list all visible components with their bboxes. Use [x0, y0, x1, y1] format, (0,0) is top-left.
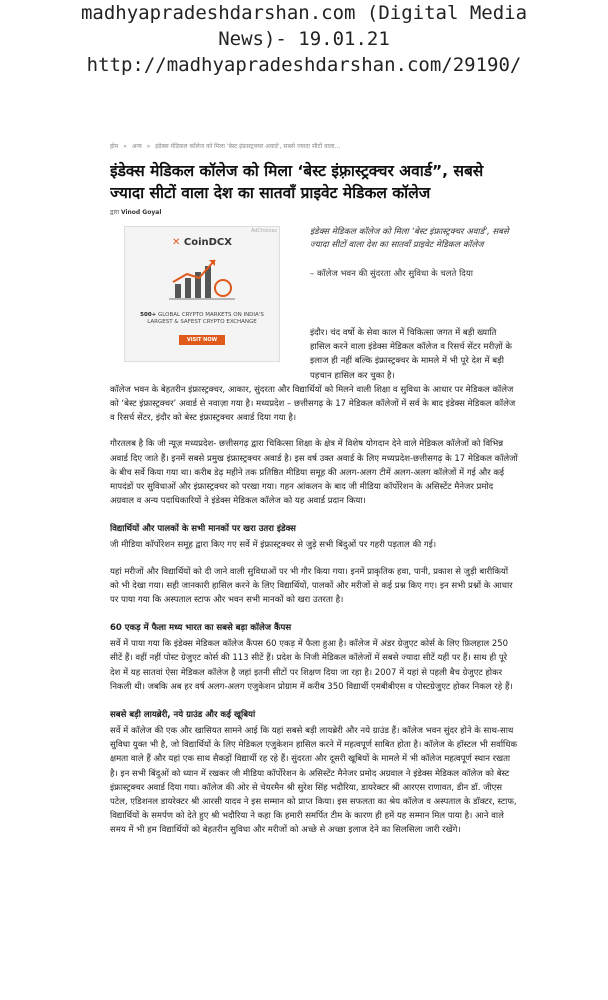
byline-prefix: द्वारा	[110, 209, 120, 216]
section-heading-library: सबसे बड़ी लायब्रेरी, नये ग्राउंड और कई खूबियां	[110, 710, 256, 721]
source-date-line: News)- 19.01.21	[218, 28, 390, 50]
paragraph-facilities: यहां मरीजों और विद्यार्थियों को दी जाने वाली सुविधाओं पर भी गौर किया गया। इनमें प्राकृतिक हवा, पानी, प्रकाश से जुड़ी बारीकियों को भी देखा गया। सही जानकारी हासिल करने के लिए विद्यार्थियों, पालकों और मरीजों से कई प्रश्न किए गए। इन सभी प्रश्नों के आधार पर पाया गया कि अस्पताल स्टाफ और भवन सभी मानकों को खरा उतरता है।	[110, 566, 513, 606]
section-heading-campus: 60 एकड़ में फैला मध्य भारत का सबसे बड़ा कॉलेज कैंपस	[110, 623, 292, 634]
article-clipping	[110, 142, 518, 1000]
ad-copy	[125, 312, 279, 326]
advertisement[interactable]	[124, 226, 280, 362]
source-header	[0, 0, 608, 78]
ad-brand-name: CoinDCX	[183, 237, 232, 248]
paragraph-background: गौरतलब है कि जी न्यूज़ मध्यप्रदेश- छत्तीसगढ़ द्वारा चिकित्सा शिक्षा के क्षेत्र में विशेष योगदान देने वाले मेडिकल कॉलेजों को विभिन्न अवार्ड दिए जाते हैं। इनमें सबसे प्रमुख इंफ्रास्ट्रक्चर अवार्ड है। इस वर्ष उक्त अवार्ड के लिए मध्यप्रदेश-छत्तीसगढ़ के 17 मेडिकल कॉलेजों के बीच सर्वे किया गया था। करीब डेढ़ महीने तक प्रतिष्ठित मीडिया समूह की अलग-अलग टीमें अलग-अलग कॉलेजों में गई और कई मापदंडों पर सुविधाओं और इंफ्रास्ट्रक्चर को परखा गया। गहन आंकलन के बाद जी मीडिया कॉर्पोरेशन के असिस्टेंट मैनेजर प्रमोद अग्रवाल व अन्य पदाधिकारियों ने इंडेक्स मेडिकल कॉलेज को यह अवार्ड प्रदान किया।	[110, 439, 518, 507]
section-heading-standards: विद्यार्थियों और पालकों के सभी मानकों पर खरा उतरा इंडेक्स	[110, 524, 296, 535]
paragraph-intro: इंदौर। चंद वर्षो के सेवा काल में चिकित्सा जगत में बड़ी ख्याति हासिल करने वाला इंडेक्स मेडिकल कॉलेज व रिसर्च सेंटर मरीज़ों के इलाज ही नहीं बल्कि इंफ्रास्ट्रक्चर के मामले में भी पूरे देश में बड़ी पहचान हासिल कर चुका है।	[310, 328, 512, 381]
lead-column	[310, 226, 515, 281]
breadcrumb-current: इंडेक्स मेडिकल कॉलेज को मिला 'बेस्ट इंफ्रास्ट्रक्चर अवार्ड', सबसे ज्यादा सीटों वाला...	[155, 143, 341, 150]
article-lead: इंडेक्स मेडिकल कॉलेज को मिला ‘बेस्ट इंफ्रास्ट्रक्चर अवार्ड’, सबसे ज्यादा सीटों वाला देश का सातवाँ प्राइवेट मेडिकल कॉलेज	[310, 227, 509, 250]
breadcrumb-item[interactable]: होम	[110, 143, 119, 150]
visit-now-button[interactable]: VISIT NOW	[179, 335, 225, 345]
paragraph-library: सर्वे में कॉलेज की एक और खासियत सामने आई कि यहां सबसे बड़ी लायब्रेरी और नये ग्राउंड हैं। कॉलेज भवन सुंदर होने के साथ-साथ सुविधा युक्त भी है, जो विद्यार्थियों के लिए मेडिकल एजुकेशन हासिल करने में महत्वपूर्ण साबित होता है। कॉलेज के हॉस्टल भी सर्वाधिक क्षमता वाले हैं और यहां एक साथ सैकड़ों विद्यार्थी रह रहे हैं। सुंदरता और दूसरी खूबियों के मामले में भी कॉलेज महत्वपूर्ण स्थान रखता है। इन सभी बिंदुओं को ध्यान में रखकर जी मीडिया कॉर्पोरेशन के असिस्टेंट मैनेजर प्रमोद अग्रवाल ने इंडेक्स मेडिकल कॉलेज को बेस्ट इंफ्रास्ट्रक्चर अवार्ड दिया गया। कॉलेज की ओर से चेयरमैन श्री सुरेश सिंह भदौरिया, डायरेक्टर श्री आरएस राणावत, डीन डॉ. जीएस पटेल, एडिशनल डायरेक्टर श्री आरसी यादव ने इस सम्मान को प्राप्त किया। इस सफलता का श्रेय कॉलेज व अस्पताल के डॉक्टर, स्टाफ, विद्यार्थियों के समर्पण को देते हुए श्री भदौरिया ने कहा कि हमारी समर्पित टीम के कारण ही हमें यह सम्मान मिल पाया है। आने वाले समय में भी हम विद्यार्थियों को बेहतरीन सुविधा और मरीजों को अच्छे से अच्छा इलाज देने का सिलसिला जारी रखेंगे।	[110, 726, 518, 836]
ad-copy-text: GLOBAL CRYPTO MARKETS ON INDIA'S LARGEST & SAFEST CRYPTO EXCHANGE	[147, 312, 264, 325]
breadcrumb-item[interactable]: अन्य	[131, 143, 142, 150]
article-title: इंडेक्स मेडिकल कॉलेज को मिला ‘बेस्ट इंफ़्रास्ट्रक्चर अवार्ड”, सबसे ज्यादा सीटों वाला देश का सातवाँ प्राइवेट मेडिकल कॉलेज	[110, 162, 484, 202]
byline	[110, 208, 518, 218]
author-name[interactable]: Vinod Goyal	[120, 209, 162, 216]
source-url: http://madhyapradeshdarshan.com/29190/	[86, 54, 522, 76]
paragraph-award: कॉलेज भवन के बेहतरीन इंफ्रास्ट्रक्चर, आकार, सुंदरता और विद्यार्थियों को मिलने वाली शिक्षा व सुविधा के आधार पर मेडिकल कॉलेज को ‘बेस्ट इंफ्रास्ट्रक्चर’ अवार्ड से नवाज़ा गया है। मध्यप्रदेश – छत्तीसगढ़ के 17 मेडिकल कॉलेजों में सर्व के बाद इंडेक्स मेडिकल कॉलेज व रिसर्च सेंटर, इंदौर को बेस्ट इंफ्रास्ट्रक्चर अवार्ड दिया गया है।	[110, 384, 516, 424]
ad-copy-number: 500+	[140, 312, 157, 318]
breadcrumb	[110, 142, 518, 152]
paragraph-survey: जी मीडिया कॉर्पोरेशन समूह द्वारा किए गए सर्वे में इंफ्रास्ट्रक्चर से जुड़े सभी बिंदुओं पर गहरी पड़ताल की गई।	[110, 540, 437, 551]
breadcrumb-separator: »	[146, 143, 151, 150]
adchoices-label[interactable]: AdChoices	[250, 228, 277, 234]
crypto-chart-illustration-icon	[167, 254, 237, 304]
source-line: madhyapradeshdarshan.com (Digital Media	[80, 2, 528, 24]
ad-brand-mark: ✕	[172, 237, 181, 248]
ad-brand	[125, 237, 279, 248]
paragraph-campus: सर्वे में पाया गया कि इंडेक्स मेडिकल कॉलेज कैंपस 60 एकड़ में फैला हुआ है। कॉलेज में अंडर ग्रेजुएट कोर्स के लिए फ़िलहाल 250 सीटें हैं। वहीं नहीं पोस्ट ग्रेजुएट कोर्स की 113 सीटें हैं। प्रदेश के निजी मेडिकल कॉलेजों में सबसे ज्यादा सीटें यहीं पर हैं। साथ ही पूरे देश में यह सातवां ऐसा मेडिकल कॉलेज है जहां इतनी सीटों पर शिक्षण दिया जा रहा है। 2007 में यहां से पहली बैच ग्रेजुएट होकर निकली थी। जबकि अब हर वर्ष अलग-अलग एजुकेशन प्रोग्राम में करीब 350 विद्यार्थी एमबीबीएस व पोस्टग्रेजुएट होकर निकल रहे हैं।	[110, 639, 513, 692]
breadcrumb-separator: »	[123, 143, 127, 150]
article-subline: – कॉलेज भवन की सुंदरता और सुविधा के चलते दिया	[310, 269, 473, 279]
ad-row	[110, 226, 518, 378]
